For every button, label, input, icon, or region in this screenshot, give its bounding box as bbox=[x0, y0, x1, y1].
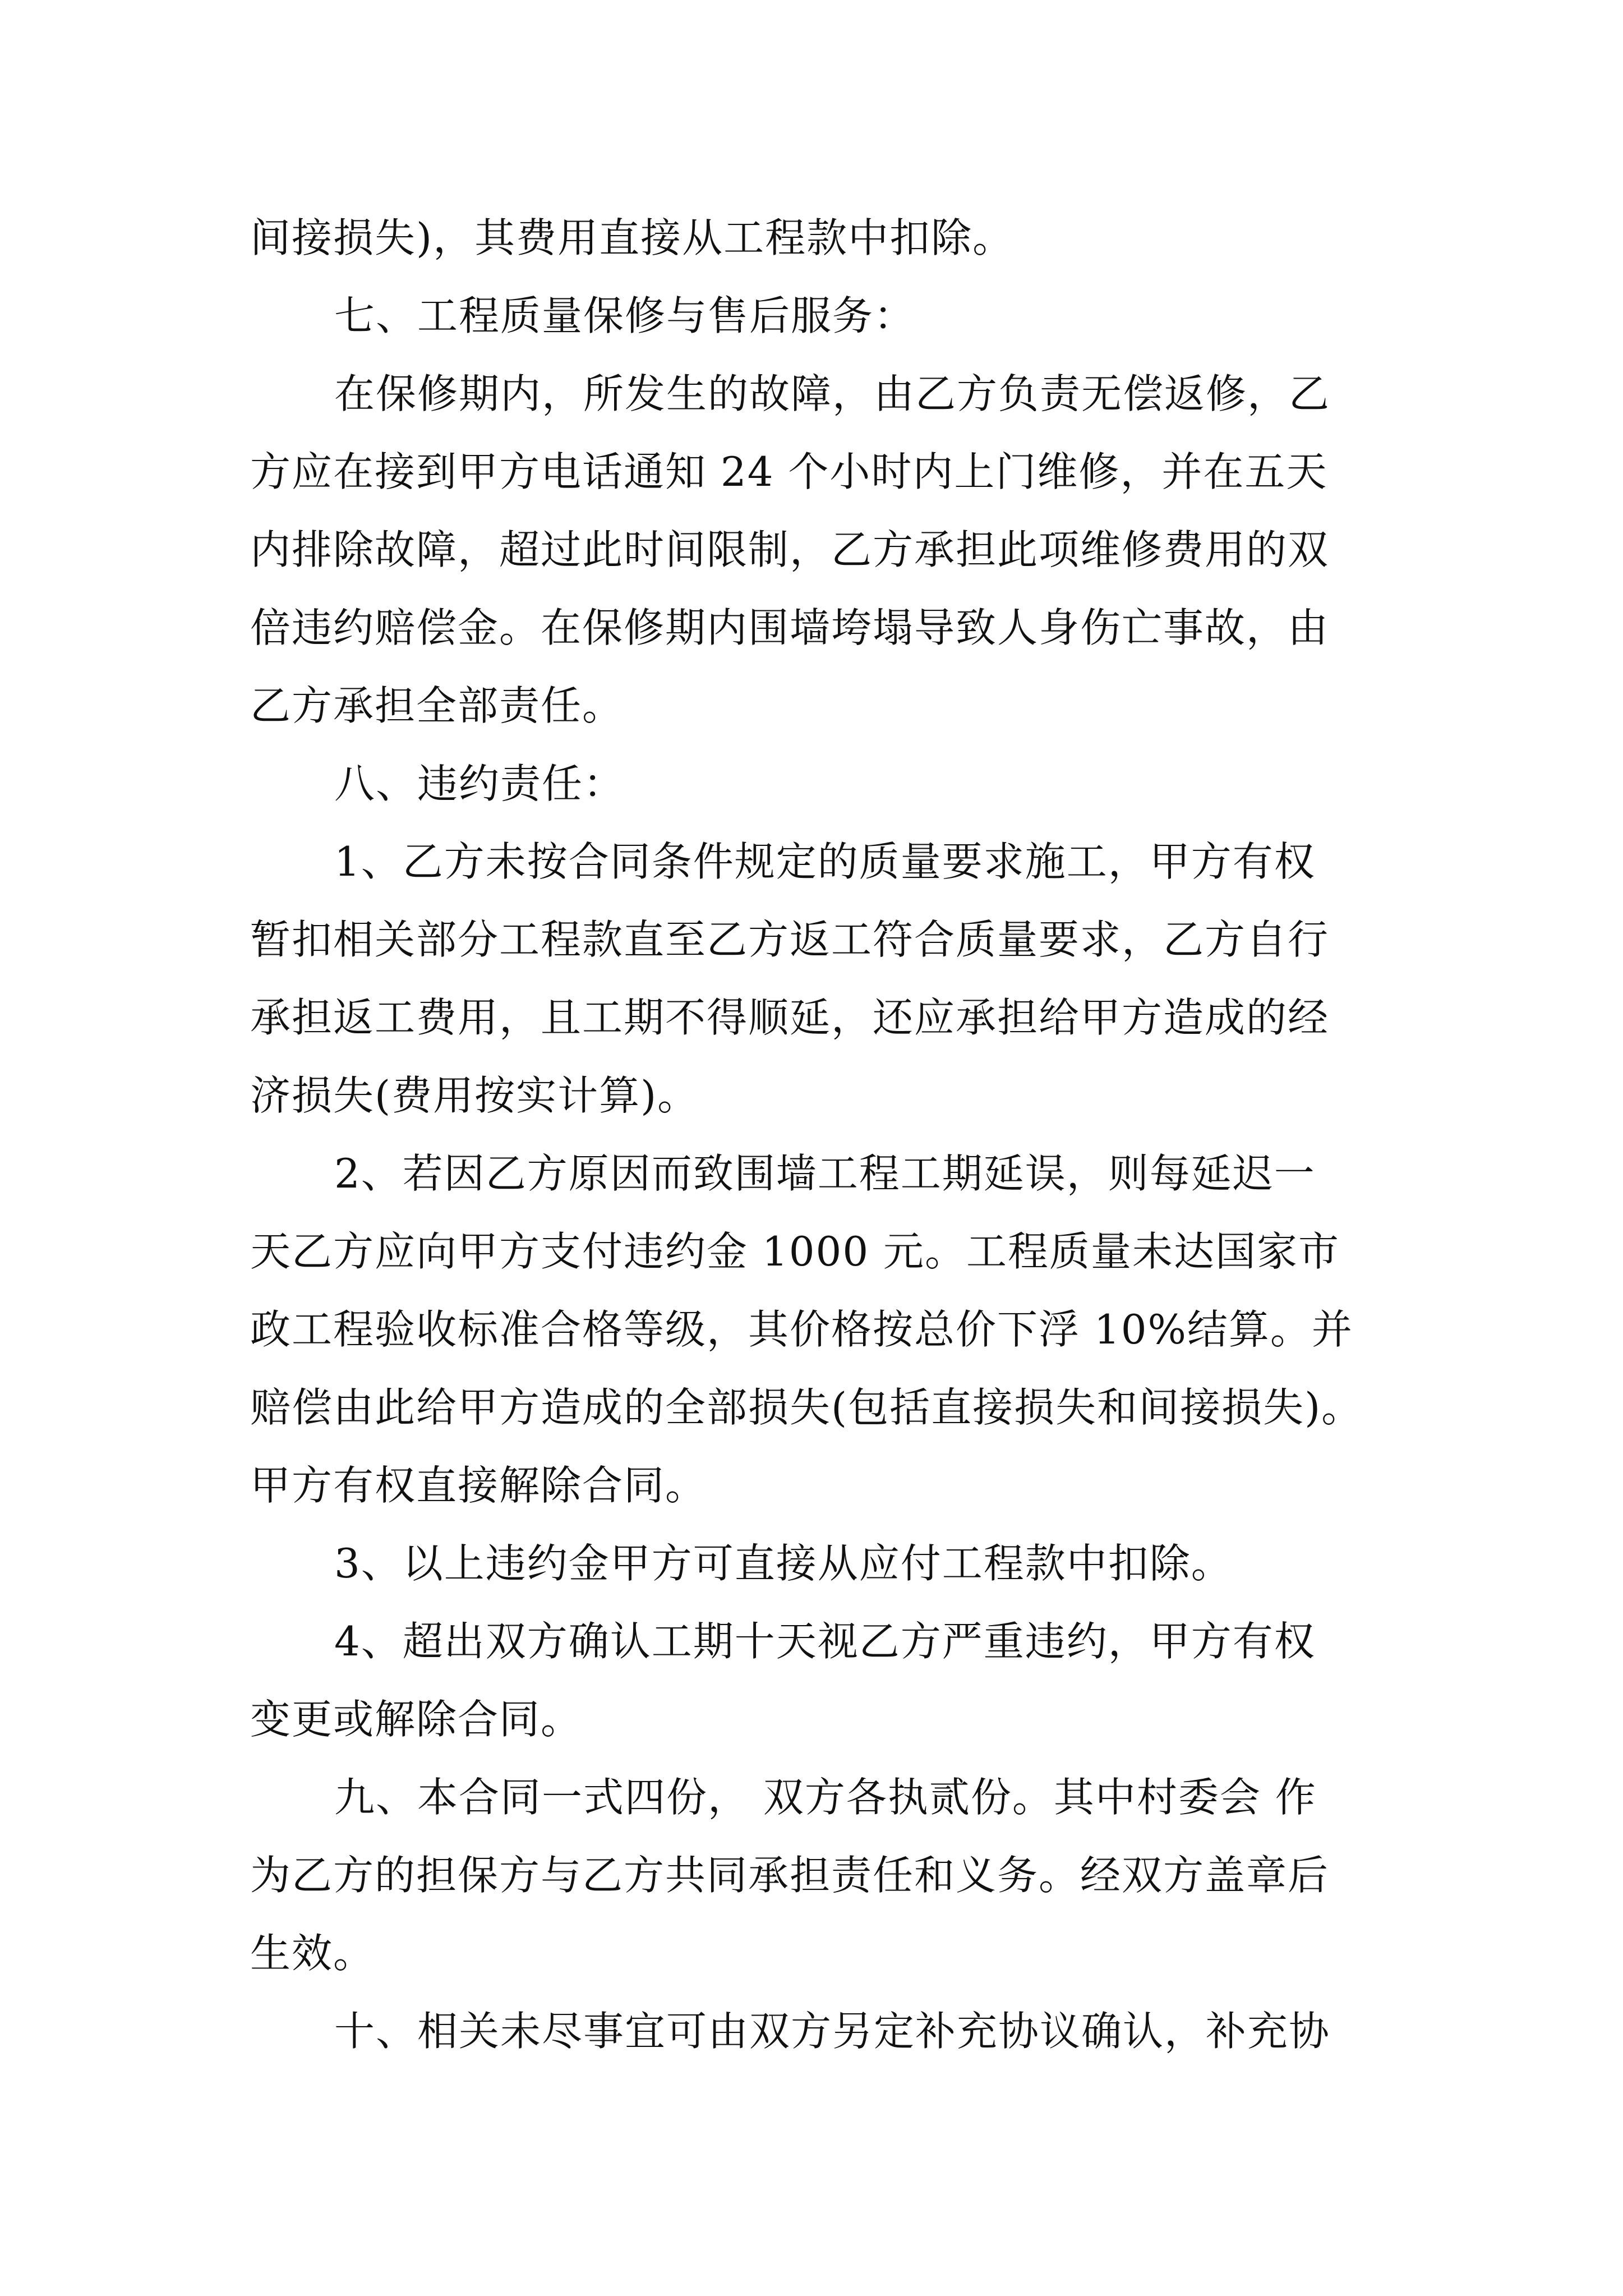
paragraph-section9 bbox=[250, 1759, 1506, 1993]
text-line: 内排除故障，超过此时间限制，乙方承担此项维修费用的双 bbox=[250, 526, 1330, 573]
text-line: 九、本合同一式四份， 双方各执贰份。其中村委会 作 bbox=[334, 1774, 1317, 1821]
paragraph-section7-body bbox=[250, 355, 1506, 745]
text-line: 4、超出双方确认工期十天视乙方严重违约，甲方有权 bbox=[334, 1618, 1316, 1665]
paragraph-section8-item3 bbox=[250, 1525, 1506, 1603]
text-line: 在保修期内，所发生的故障，由乙方负责无偿返修，乙 bbox=[334, 370, 1331, 417]
text-line: 方应在接到甲方电话通知 24 个小时内上门维修，并在五天 bbox=[250, 448, 1328, 495]
text-line: 暂扣相关部分工程款直至乙方返工符合质量要求，乙方自行 bbox=[250, 916, 1330, 963]
document-body bbox=[250, 199, 1506, 2070]
text-line: 天乙方应向甲方支付违约金 1000 元。工程质量未达国家市 bbox=[250, 1228, 1340, 1275]
text-line: 3、以上违约金甲方可直接从应付工程款中扣除。 bbox=[334, 1540, 1233, 1587]
text-line: 七、工程质量保修与售后服务： bbox=[334, 292, 916, 339]
text-line: 甲方有权直接解除合同。 bbox=[250, 1462, 707, 1509]
text-line: 间接损失)，其费用直接从工程款中扣除。 bbox=[250, 214, 1015, 261]
text-line: 十、相关未尽事宜可由双方另定补充协议确认，补充协 bbox=[334, 2008, 1331, 2055]
text-line: 乙方承担全部责任。 bbox=[250, 682, 624, 729]
paragraph-section8-item4 bbox=[250, 1603, 1506, 1759]
text-line: 2、若因乙方原因而致围墙工程工期延误，则每延迟一 bbox=[334, 1150, 1316, 1197]
text-line: 1、乙方未按合同条件规定的质量要求施工，甲方有权 bbox=[334, 838, 1316, 885]
text-line: 变更或解除合同。 bbox=[250, 1696, 583, 1743]
text-line: 赔偿由此给甲方造成的全部损失(包括直接损失和间接损失)。 bbox=[250, 1384, 1363, 1431]
text-line: 为乙方的担保方与乙方共同承担责任和义务。经双方盖章后 bbox=[250, 1852, 1330, 1899]
text-line: 八、违约责任： bbox=[334, 760, 625, 807]
paragraph-section8-item2 bbox=[250, 1135, 1506, 1525]
text-line: 承担返工费用，且工期不得顺延，还应承担给甲方造成的经 bbox=[250, 994, 1330, 1041]
text-line: 济损失(费用按实计算)。 bbox=[250, 1072, 699, 1119]
paragraph-continuation bbox=[250, 199, 1506, 277]
paragraph-section10 bbox=[250, 1993, 1506, 2070]
paragraph-section7-heading bbox=[250, 277, 1506, 355]
paragraph-section8-heading bbox=[250, 745, 1506, 823]
text-line: 生效。 bbox=[250, 1930, 375, 1977]
paragraph-section8-item1 bbox=[250, 823, 1506, 1135]
text-line: 倍违约赔偿金。在保修期内围墙垮塌导致人身伤亡事故，由 bbox=[250, 604, 1330, 651]
text-line: 政工程验收标准合格等级，其价格按总价下浮 10%结算。并 bbox=[250, 1306, 1353, 1353]
